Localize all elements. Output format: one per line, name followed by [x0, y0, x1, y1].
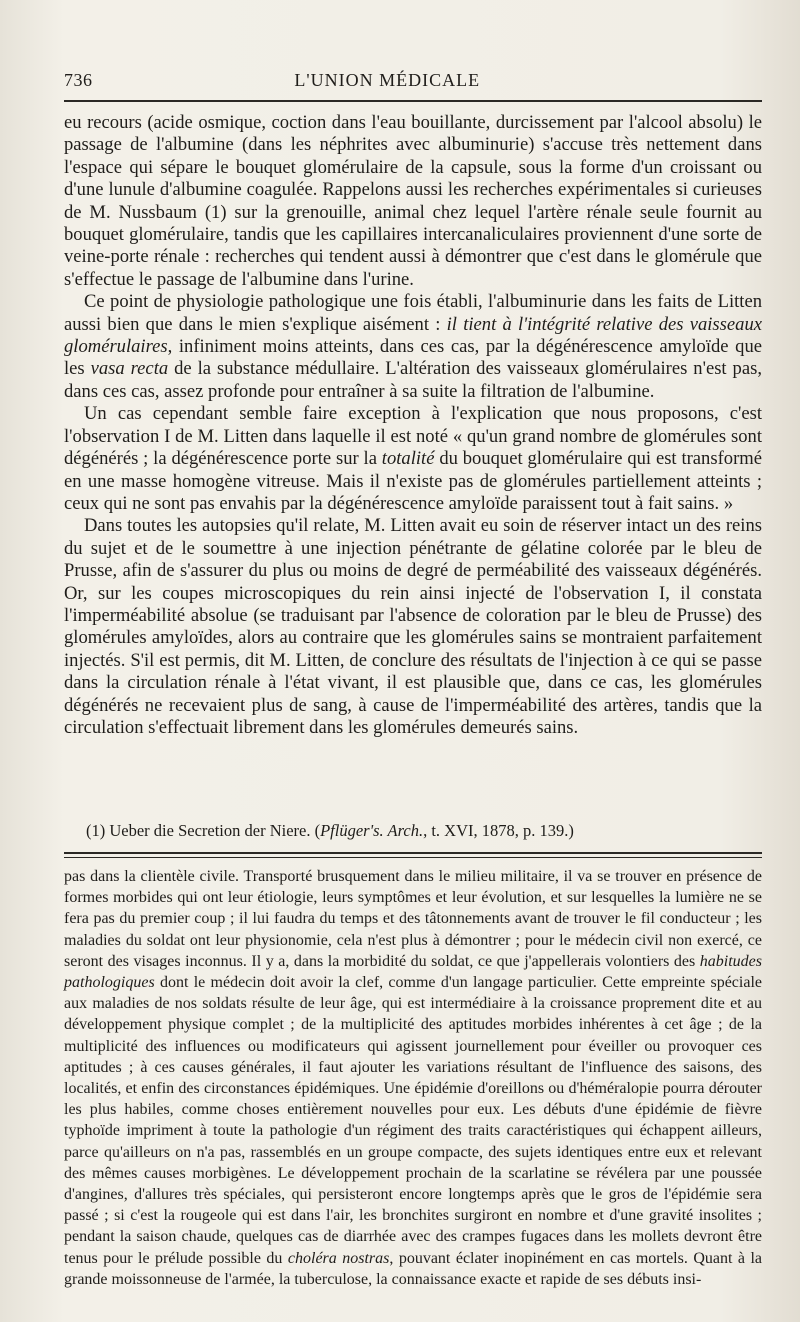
running-title: L'UNION MÉDICALE	[294, 70, 481, 90]
feuilleton-rule	[64, 852, 762, 858]
footnote: (1) Ueber die Secretion der Niere. (Pflüger's. Arch., t. XVI, 1878, p. 139.)	[86, 821, 574, 840]
page-number: 736	[64, 70, 93, 90]
paragraph-2: Ce point de physiologie pathologique une fois établi, l'albuminurie dans les faits de Litten aussi bien que dans le mien s'explique aisément : il tient à l'intégrité relative des vaisseaux glomérulaires, infiniment moins atteints, dans ces cas, par la dégénérescence amyloïde que les vasa recta de la substance médullaire. L'altération des vaisseaux glomérulaires n'est pas, dans ces cas, assez profonde pour entraîner à sa suite la filtration de l'albumine.	[64, 291, 762, 402]
page-header	[64, 70, 762, 100]
paragraph-4: Dans toutes les autopsies qu'il relate, M. Litten avait eu soin de réserver intact un des reins du sujet et de le soumettre à une injection pénétrante de gélatine colorée par le bleu de Prusse, afin de s'assurer du plus ou moins de degré de perméabilité des vaisseaux dégénérés. Or, sur les coupes microscopiques du rein ainsi injecté de l'observation I, il constata l'imperméabilité absolue (se traduisant par l'absence de coloration par le bleu de Prusse) des glomérules amyloïdes, alors au contraire que les glomérules sains se montraient parfaitement injectés. S'il est permis, dit M. Litten, de conclure des résultats de l'injection à ce qui se passe dans la circulation rénale à l'état vivant, il est plausible que, dans ce cas, les glomérules dégénérés ne recevaient plus de sang, à cause de l'imperméabilité des artères, tandis que la circulation s'effectuait librement dans les glomérules demeurés sains.	[64, 515, 762, 738]
paragraph-3: Un cas cependant semble faire exception à l'explication que nous proposons, c'est l'observation I de M. Litten dans laquelle il est noté « qu'un grand nombre de glomérules sont dégénérés ; la dégénérescence porte sur la totalité du bouquet glomérulaire qui est transformé en une masse homogène vitreuse. Mais il n'existe pas de glomérules partiellement atteints ; ceux qui ne sont pas envahis par la dégénérescence amyloïde paraissent tout à fait sains. »	[64, 403, 762, 514]
article-body	[64, 112, 762, 739]
paragraph-1: eu recours (acide osmique, coction dans l'eau bouillante, durcissement par l'alcool absolu) le passage de l'albumine (dans les néphrites avec albuminurie) s'accuse très nettement dans l'espace qui sépare le bouquet glomérulaire de la capsule, sous la forme d'un croissant ou d'une lunule d'albumine coagulée. Rappelons aussi les recherches expérimentales si curieuses de M. Nussbaum (1) sur la grenouille, animal chez lequel l'artère rénale seule fournit au bouquet glomérulaire, tandis que les capillaires intercanaliculaires proviennent d'une sorte de veine-porte rénale : recherches qui tendent aussi à démontrer que c'est dans le glomérule que s'effectue le passage de l'albumine dans l'urine.	[64, 112, 762, 290]
header-rule	[64, 100, 762, 102]
feuilleton-body	[64, 866, 762, 1290]
feuilleton-paragraph: pas dans la clientèle civile. Transporté brusquement dans le milieu militaire, il va se trouver en présence de formes morbides qui ont leur étiologie, leurs symptômes et leur évolution, et sur lesquelles la lumière ne se fera pas du premier coup ; il lui faudra du temps et des tâtonnements avant de trouver le fil conducteur ; les maladies du soldat ont leur physionomie, cela n'est plus à démontrer ; pour le médecin civil non exercé, ce seront des visages inconnus. Il y a, dans la morbidité du soldat, ce que j'appellerais volontiers des habitudes pathologiques dont le médecin doit avoir la clef, comme d'un langage particulier. Cette empreinte spéciale aux maladies de nos soldats résulte de leur âge, qui est intermédiaire à la croissance proprement dite et au développement physique complet ; de la multiplicité des aptitudes morbides inhérentes à cet âge ; de la multiplicité des influences ou modificateurs qui agissent journellement pour éveiller ou provoquer ces aptitudes ; à ces causes générales, il faut ajouter les variations résultant de l'influence des saisons, des localités, et enfin des circonstances épidémiques. Une épidémie d'oreillons ou d'héméralopie pourra dérouter les plus habiles, comme choses entièrement nouvelles pour eux. Les débuts d'une épidémie de fièvre typhoïde impriment à toute la pathologie d'un régiment des traits caractéristiques qui échappent ailleurs, parce qu'ailleurs on n'a pas, rassemblés en un groupe compacte, des sujets identiques entre eux et relevant des mêmes causes morbigènes. Le développement prochain de la scarlatine se révélera par une poussée d'angines, d'allures très spéciales, qui persisteront encore longtemps après que le gros de l'épidémie sera passé ; si c'est la rougeole qui est dans l'air, les bronchites surgiront en nombre et d'une gravité insolites ; pendant la saison chaude, quelques cas de diarrhée avec des crampes fugaces dans les mollets devront être tenus pour le prélude possible du choléra nostras, pouvant éclater inopinément en cas mortels. Quant à la grande moissonneuse de l'armée, la tuberculose, la connaissance exacte et rapide de ses débuts insi-	[64, 868, 762, 1288]
